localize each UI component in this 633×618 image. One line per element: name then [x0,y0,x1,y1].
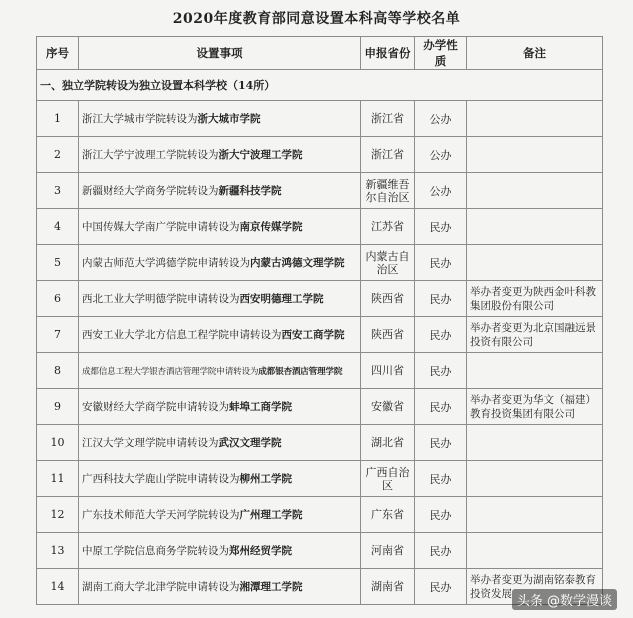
row-province: 新疆维吾尔自治区 [361,173,415,209]
table-row [37,317,603,353]
row-item-prefix: 广西科技大学鹿山学院申请转设为 [82,473,240,485]
row-number: 5 [37,245,79,281]
row-note: 举办者变更为华文（福建）教育投资集团有限公司 [467,389,603,425]
row-new-school-name: 浙大城市学院 [197,113,261,125]
table-row [37,173,603,209]
table-row [37,137,603,173]
row-note [467,497,603,533]
row-province: 湖南省 [361,569,415,605]
row-number: 1 [37,101,79,137]
header-type: 办学性质 [415,37,467,70]
row-province: 内蒙古自治区 [361,245,415,281]
row-new-school-name: 武汉文理学院 [218,437,282,449]
header-item: 设置事项 [79,37,361,70]
row-number: 12 [37,497,79,533]
row-number: 8 [37,353,79,389]
row-new-school-name: 湘潭理工学院 [239,581,303,593]
row-number: 11 [37,461,79,497]
row-item-prefix: 西安工业大学北方信息工程学院申请转设为 [82,329,282,341]
row-school-type: 民办 [415,461,467,497]
row-number: 13 [37,533,79,569]
row-school-type: 民办 [415,209,467,245]
row-note [467,425,603,461]
row-item [79,317,361,353]
table-row [37,209,603,245]
row-new-school-name: 新疆科技学院 [218,185,282,197]
row-item-prefix: 浙江大学宁波理工学院转设为 [82,149,219,161]
row-new-school-name: 南京传媒学院 [239,221,303,233]
row-new-school-name: 郑州经贸学院 [229,545,292,557]
row-province: 陕西省 [361,317,415,353]
row-new-school-name: 西安工商学院 [281,329,345,341]
row-new-school-name: 柳州工学院 [239,473,292,485]
row-note [467,533,603,569]
table-row [37,461,603,497]
school-table [36,36,603,605]
row-province: 广西自治区 [361,461,415,497]
row-number: 4 [37,209,79,245]
row-number: 3 [37,173,79,209]
row-new-school-name: 广州理工学院 [239,509,303,521]
row-province: 湖北省 [361,425,415,461]
watermark: 头条 @数学漫谈 [512,589,617,610]
row-school-type: 民办 [415,281,467,317]
row-province: 浙江省 [361,137,415,173]
row-item [79,497,361,533]
row-item-prefix: 成都信息工程大学银杏酒店管理学院申请转设为 [82,366,259,377]
row-item-prefix: 中国传媒大学南广学院申请转设为 [82,221,240,233]
row-new-school-name: 蚌埠工商学院 [229,401,292,413]
row-item-prefix: 广东技术师范大学天河学院转设为 [82,509,240,521]
row-item [79,101,361,137]
row-item [79,281,361,317]
row-item [79,245,361,281]
row-item [79,209,361,245]
row-province: 浙江省 [361,101,415,137]
row-note [467,461,603,497]
header-no: 序号 [37,37,79,70]
row-note [467,173,603,209]
row-note: 举办者变更为湖南铭泰教育投资发展 [467,569,603,605]
table-row [37,497,603,533]
section-heading: 一、独立学院转设为独立设置本科学校（14所） [37,70,603,101]
row-province: 江苏省 [361,209,415,245]
row-school-type: 民办 [415,353,467,389]
row-school-type: 民办 [415,569,467,605]
row-school-type: 公办 [415,137,467,173]
row-item [79,461,361,497]
row-item [79,389,361,425]
row-item-prefix: 西北工业大学明德学院申请转设为 [82,293,240,305]
row-school-type: 民办 [415,497,467,533]
row-item-prefix: 浙江大学城市学院转设为 [82,113,198,125]
header-note: 备注 [467,37,603,70]
row-note [467,353,603,389]
row-province: 四川省 [361,353,415,389]
row-item-prefix: 中原工学院信息商务学院转设为 [82,545,229,557]
row-note: 举办者变更为北京国融远景投资有限公司 [467,317,603,353]
row-school-type: 民办 [415,245,467,281]
row-item-prefix: 江汉大学文理学院申请转设为 [82,437,219,449]
row-item-prefix: 湖南工商大学北津学院申请转设为 [82,581,240,593]
row-number: 9 [37,389,79,425]
row-school-type: 民办 [415,317,467,353]
row-number: 7 [37,317,79,353]
row-province: 安徽省 [361,389,415,425]
table-row [37,101,603,137]
table-header-row [37,37,603,70]
row-item [79,173,361,209]
row-item [79,137,361,173]
table-row [37,353,603,389]
row-item-prefix: 安徽财经大学商学院申请转设为 [82,401,229,413]
row-item [79,533,361,569]
row-item [79,353,361,389]
row-new-school-name: 浙大宁波理工学院 [218,149,303,161]
table-row [37,389,603,425]
row-school-type: 民办 [415,389,467,425]
row-new-school-name: 西安明德理工学院 [239,293,324,305]
row-item-prefix: 内蒙古师范大学鸿德学院申请转设为 [82,257,250,269]
row-item [79,425,361,461]
section-row [37,70,603,101]
row-item [79,569,361,605]
row-note [467,209,603,245]
table-row [37,425,603,461]
row-school-type: 民办 [415,425,467,461]
row-note [467,101,603,137]
row-school-type: 民办 [415,533,467,569]
row-number: 10 [37,425,79,461]
row-note [467,137,603,173]
table-row [37,533,603,569]
row-number: 14 [37,569,79,605]
row-note: 举办者变更为陕西金叶科教集团股份有限公司 [467,281,603,317]
row-school-type: 公办 [415,101,467,137]
header-province: 申报省份 [361,37,415,70]
table-row [37,245,603,281]
row-new-school-name: 内蒙古鸿德文理学院 [250,257,345,269]
row-number: 2 [37,137,79,173]
row-item-prefix: 新疆财经大学商务学院转设为 [82,185,219,197]
row-province: 河南省 [361,533,415,569]
row-school-type: 公办 [415,173,467,209]
row-note [467,245,603,281]
row-number: 6 [37,281,79,317]
page-title: 2020年度教育部同意设置本科高等学校名单 [172,11,461,27]
row-province: 陕西省 [361,281,415,317]
row-new-school-name: 成都银杏酒店管理学院 [258,366,343,377]
row-province: 广东省 [361,497,415,533]
table-row [37,281,603,317]
